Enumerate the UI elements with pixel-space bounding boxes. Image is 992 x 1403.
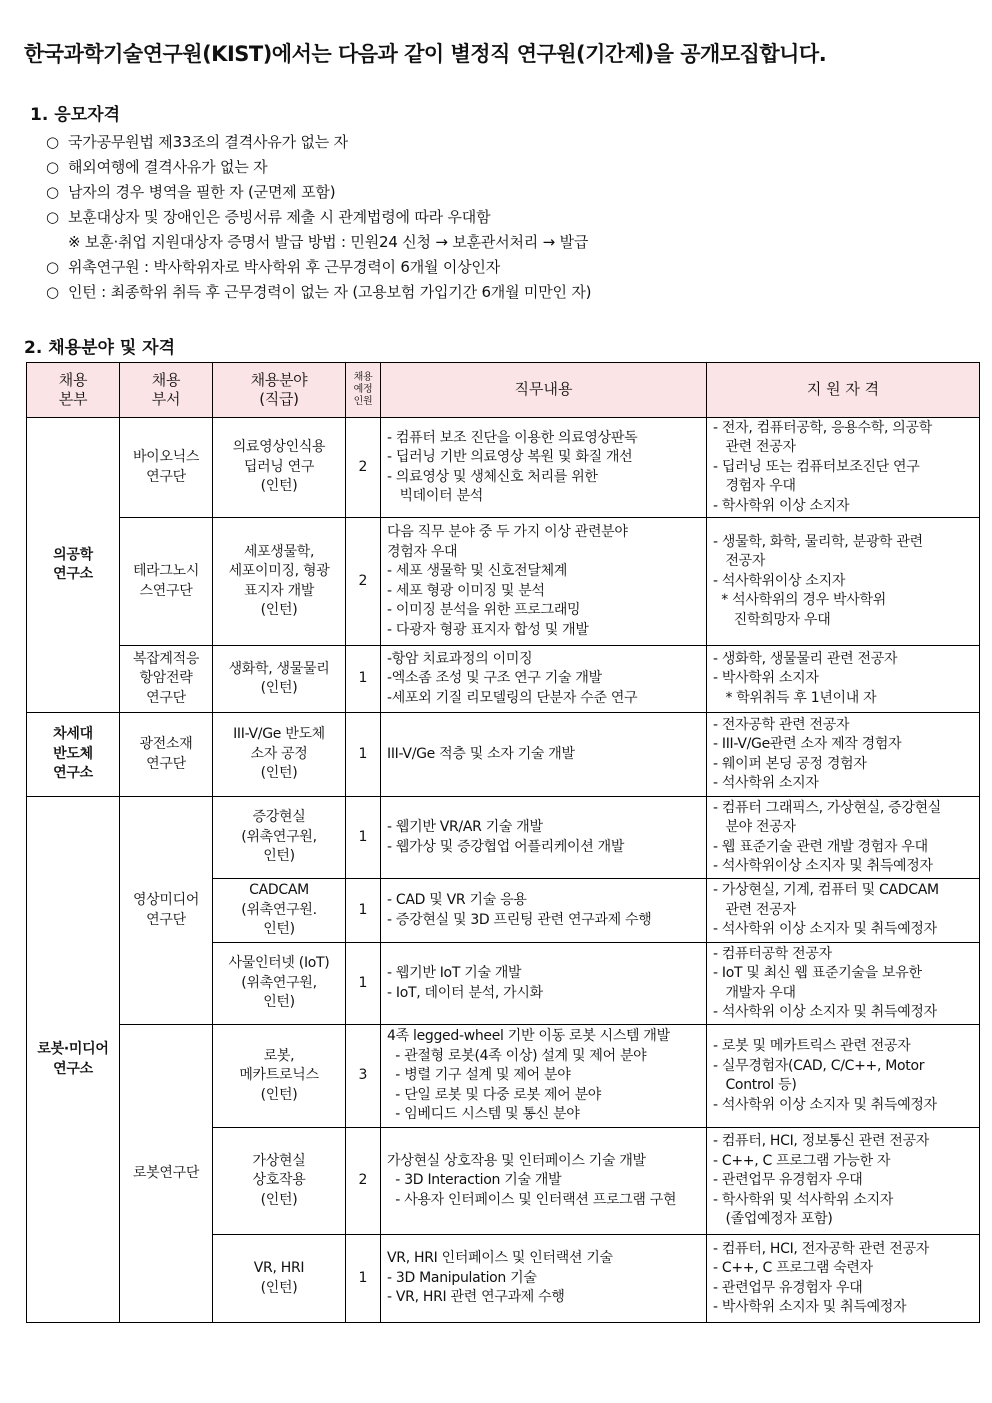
- section-number: 2.: [24, 338, 43, 358]
- cell-line: 진학희망자 우대: [713, 611, 831, 628]
- cell-line: - 웹가상 및 증강협업 어플리케이션 개발: [387, 838, 625, 855]
- dept-cell: [120, 713, 213, 797]
- cell-line: (위촉연구원.: [241, 901, 317, 918]
- quals-cell: [707, 1235, 980, 1323]
- cell-line: - 컴퓨터 보조 진단을 이용한 의료영상판독: [387, 429, 638, 446]
- cell-line: - IoT 및 최신 웹 표준기술을 보유한: [713, 965, 922, 981]
- header-line: 인원: [353, 396, 373, 407]
- bullet: ○: [46, 258, 59, 276]
- item-text: 인턴 : 최종학위 취득 후 근무경력이 없는 자 (고용보험 가입기간 6개월 미만인 자): [68, 283, 592, 301]
- table-row: [27, 646, 980, 713]
- cell-line: 연구단: [146, 911, 186, 928]
- header-line: 예정: [353, 384, 373, 395]
- cell-line: 로봇,: [263, 1047, 295, 1064]
- duties-cell: [381, 646, 707, 713]
- cell-line: 사물인터넷 (IoT): [228, 955, 330, 972]
- section-number: 1.: [30, 105, 49, 125]
- cell-line: - 석사학위 이상 소지자 및 취득예정자: [713, 1096, 937, 1113]
- list-item: [46, 155, 946, 180]
- cell-line: 인턴): [263, 994, 295, 1011]
- cell-line: 로봇연구단: [132, 1164, 200, 1181]
- cell-line: 인턴): [263, 848, 295, 865]
- cell-line: - 전자공학 관련 전공자: [713, 716, 850, 733]
- cell-line: - 석사학위이상 소지자 및 취득예정자: [713, 858, 933, 874]
- cell-line: 상호작용: [252, 1172, 306, 1189]
- hq-cell: [27, 713, 120, 797]
- cell-line: - 컴퓨터공학 전공자: [713, 945, 832, 962]
- quals-cell: [707, 1128, 980, 1235]
- bullet: ○: [46, 158, 59, 176]
- cell-line: - 임베디드 시스템 및 통신 분야: [387, 1106, 580, 1123]
- cell-line: 증강현실: [252, 809, 306, 826]
- hq-line: 연구소: [53, 1060, 93, 1077]
- hq-line: 연구소: [53, 566, 93, 582]
- cell-line: 전공자: [713, 553, 766, 570]
- dept-cell: [120, 646, 213, 713]
- field-cell: [213, 418, 346, 518]
- cell-line: - 박사학위 소지자: [713, 670, 819, 687]
- recruitment-table: [26, 362, 980, 1323]
- cell-line: -항암 치료과정의 이미징: [387, 650, 533, 667]
- cell-line: 항암전략: [139, 670, 193, 687]
- item-text: 국가공무원법 제33조의 결격사유가 없는 자: [68, 133, 348, 151]
- quals-cell: [707, 879, 980, 943]
- cell-line: - 컴퓨터, HCI, 전자공학 관련 전공자: [713, 1240, 930, 1257]
- header-line: (직급): [259, 390, 299, 408]
- cell-line: - 웨이퍼 본딩 공정 경험자: [713, 755, 867, 772]
- cell-line: 딥러닝 연구: [243, 458, 315, 475]
- cell-line: VR, HRI 인터페이스 및 인터랙션 기술: [387, 1250, 613, 1267]
- dept-cell: [120, 1025, 213, 1323]
- dept-cell: [120, 418, 213, 518]
- cell-line: - 가상현실, 기계, 컴퓨터 및 CADCAM: [713, 882, 939, 899]
- cell-line: - 관련업무 유경험자 우대: [713, 1172, 863, 1189]
- count-cell: 2: [346, 518, 381, 646]
- cell-line: CADCAM: [249, 882, 309, 899]
- table-row: [27, 518, 980, 646]
- table-row: [27, 797, 980, 879]
- cell-line: - 전자, 컴퓨터공학, 응용수학, 의공학: [713, 419, 932, 436]
- header-duties: 직무내용: [381, 363, 707, 418]
- cell-line: - 관련업무 유경험자 우대: [713, 1279, 863, 1296]
- cell-line: - 웹기반 IoT 기술 개발: [387, 965, 522, 981]
- list-item: [46, 180, 946, 205]
- quals-cell: [707, 1025, 980, 1128]
- cell-line: 생화학, 생물물리: [228, 660, 330, 677]
- cell-line: - 딥러닝 또는 컴퓨터보조진단 연구: [713, 458, 920, 475]
- item-text: 위촉연구원 : 박사학위자로 박사학위 후 근무경력이 6개월 이상인자: [68, 258, 501, 276]
- header-quals: 지 원 자 격: [707, 363, 980, 418]
- cell-line: Control 등): [713, 1077, 797, 1093]
- header-count: [346, 363, 381, 418]
- cell-line: - 이미징 분석을 위한 프로그래밍: [387, 602, 581, 618]
- cell-line: 분야 전공자: [713, 819, 796, 835]
- cell-line: (인턴): [260, 478, 298, 495]
- cell-line: 세포이미징, 형광: [228, 563, 330, 579]
- cell-line: - 생물학, 화학, 물리학, 분광학 관련: [713, 533, 923, 550]
- page-title: 한국과학기술연구원(KIST)에서는 다음과 같이 별정직 연구원(기간제)을 공개모집합니다.: [24, 42, 827, 66]
- cell-line: -엑소좀 조성 및 구조 연구 기술 개발: [387, 670, 602, 687]
- count-cell: 1: [346, 1235, 381, 1323]
- cell-line: (인턴): [260, 1279, 298, 1296]
- count-cell: 2: [346, 1128, 381, 1235]
- header-hq: [27, 363, 120, 418]
- cell-line: III-V/Ge 반도체: [233, 726, 325, 743]
- cell-line: - 학사학위 이상 소지자: [713, 497, 850, 514]
- header-line: 채용분야: [250, 370, 308, 389]
- cell-line: - 3D Manipulation 기술: [387, 1269, 537, 1286]
- field-cell: [213, 646, 346, 713]
- hq-line: 연구소: [53, 765, 93, 782]
- cell-line: - 생화학, 생물물리 관련 전공자: [713, 650, 898, 667]
- hq-line: 로봇·미디어: [37, 1041, 109, 1057]
- duties-cell: [381, 713, 707, 797]
- item-text: 해외여행에 결격사유가 없는 자: [68, 158, 268, 176]
- table-row: [27, 418, 980, 518]
- cell-line: - VR, HRI 관련 연구과제 수행: [387, 1289, 565, 1306]
- header-line: 채용: [151, 370, 181, 389]
- cell-line: - 관절형 로봇(4족 이상) 설계 및 제어 분야: [387, 1047, 647, 1064]
- cell-line: - 박사학위 소지자 및 취득예정자: [713, 1299, 907, 1315]
- hq-line: 반도체: [53, 745, 93, 762]
- count-cell: 1: [346, 646, 381, 713]
- section-title: 채용분야 및 자격: [48, 338, 176, 358]
- cell-line: 경험자 우대: [713, 478, 796, 495]
- cell-line: 관련 전공자: [713, 439, 796, 456]
- cell-line: 관련 전공자: [713, 901, 796, 918]
- cell-line: 연구단: [146, 755, 186, 772]
- field-cell: [213, 713, 346, 797]
- cell-line: - 증강현실 및 3D 프린팅 관련 연구과제 수행: [387, 911, 652, 928]
- duties-cell: [381, 943, 707, 1025]
- cell-line: - CAD 및 VR 기술 응용: [387, 892, 527, 908]
- cell-line: - 컴퓨터 그래픽스, 가상현실, 증강현실: [713, 799, 942, 816]
- cell-line: - 3D Interaction 기술 개발: [387, 1172, 562, 1189]
- cell-line: - 세포 생물학 및 신호전달체계: [387, 563, 568, 579]
- header-line: 부서: [151, 390, 181, 408]
- cell-line: * 석사학위의 경우 박사학위: [713, 592, 886, 609]
- header-field: [213, 363, 346, 418]
- cell-line: - 석사학위이상 소지자: [713, 572, 846, 589]
- cell-line: 복잡계적응: [132, 650, 200, 667]
- duties-cell: [381, 1025, 707, 1128]
- cell-line: - 딥러닝 기반 의료영상 복원 및 화질 개선: [387, 449, 633, 465]
- count-cell: 1: [346, 713, 381, 797]
- field-cell: [213, 943, 346, 1025]
- cell-line: - 실무경험자(CAD, C/C++, Motor: [713, 1057, 925, 1074]
- cell-line: - IoT, 데이터 분석, 가시화: [387, 984, 543, 1001]
- cell-line: III-V/Ge 적층 및 소자 기술 개발: [387, 745, 575, 762]
- cell-line: 광전소재: [139, 736, 193, 752]
- cell-line: 테라그노시: [132, 563, 200, 579]
- field-cell: [213, 879, 346, 943]
- duties-cell: [381, 879, 707, 943]
- section-title: 응모자격: [54, 105, 120, 125]
- cell-line: (인턴): [260, 765, 298, 782]
- header-line: 채용: [353, 372, 373, 383]
- cell-line: - 석사학위 이상 소지자 및 취득예정자: [713, 1004, 937, 1020]
- count-cell: 1: [346, 879, 381, 943]
- count-cell: 1: [346, 943, 381, 1025]
- cell-line: 영상미디어: [132, 892, 200, 908]
- quals-cell: [707, 418, 980, 518]
- cell-line: - 석사학위 이상 소지자 및 취득예정자: [713, 921, 937, 938]
- cell-line: 스연구단: [139, 582, 193, 599]
- cell-line: 표지자 개발: [243, 582, 315, 599]
- cell-line: - 웹 표준기술 관련 개발 경험자 우대: [713, 838, 928, 855]
- list-item: [46, 205, 946, 230]
- cell-line: (졸업예정자 포함): [713, 1211, 833, 1228]
- cell-line: - 컴퓨터, HCI, 정보통신 관련 전공자: [713, 1133, 930, 1150]
- table-row: [27, 1025, 980, 1128]
- cell-line: 4족 legged-wheel 기반 이동 로봇 시스템 개발: [387, 1028, 670, 1045]
- note-text: ※ 보훈·취업 지원대상자 증명서 발급 방법 : 민원24 신청 → 보훈관서처리 → 발급: [68, 233, 589, 251]
- item-text: 남자의 경우 병역을 필한 자 (군면제 포함): [68, 183, 336, 201]
- quals-cell: [707, 943, 980, 1025]
- cell-line: - 웹기반 VR/AR 기술 개발: [387, 819, 543, 835]
- cell-line: (위촉연구원,: [241, 974, 317, 991]
- cell-line: - 석사학위 소지자: [713, 775, 819, 791]
- hq-cell: [27, 797, 120, 1323]
- cell-line: - C++, C 프로그램 가능한 자: [713, 1152, 891, 1169]
- field-cell: [213, 797, 346, 879]
- cell-line: 개발자 우대: [713, 984, 796, 1001]
- bullet: ○: [46, 133, 59, 151]
- cell-line: (인턴): [260, 680, 298, 696]
- bullet: ○: [46, 183, 59, 201]
- cell-line: (인턴): [260, 602, 298, 618]
- cell-line: - C++, C 프로그램 숙련자: [713, 1260, 873, 1276]
- bullet: ○: [46, 208, 59, 226]
- cell-line: - 사용자 인터페이스 및 인터랙션 프로그램 구현: [387, 1191, 677, 1208]
- bullet: ○: [46, 283, 59, 301]
- list-item: [46, 130, 946, 155]
- cell-line: - 병렬 기구 설계 및 제어 분야: [387, 1067, 571, 1084]
- duties-cell: [381, 518, 707, 646]
- cell-line: 연구단: [146, 468, 186, 485]
- cell-line: -세포외 기질 리모델링의 단분자 수준 연구: [387, 689, 638, 706]
- table-row: [27, 713, 980, 797]
- cell-line: - 학사학위 및 석사학위 소지자: [713, 1191, 894, 1208]
- cell-line: (인턴): [260, 1086, 298, 1103]
- duties-cell: [381, 418, 707, 518]
- quals-cell: [707, 518, 980, 646]
- cell-line: - 다광자 형광 표지자 합성 및 개발: [387, 621, 589, 638]
- cell-line: 다음 직무 분야 중 두 가지 이상 관련분야: [387, 524, 628, 540]
- cell-line: (위촉연구원,: [241, 828, 317, 845]
- section-1-heading: [30, 100, 120, 125]
- cell-line: 바이오닉스: [132, 449, 200, 465]
- hq-line: 의공학: [53, 546, 93, 563]
- list-item: [46, 255, 946, 280]
- count-cell: 1: [346, 797, 381, 879]
- cell-line: 세포생물학,: [243, 543, 315, 560]
- cell-line: 빅데이터 분석: [387, 488, 483, 504]
- duties-cell: [381, 1128, 707, 1235]
- cell-line: 소자 공정: [250, 745, 308, 762]
- duties-cell: [381, 1235, 707, 1323]
- eligibility-list: [46, 130, 946, 305]
- count-cell: 2: [346, 418, 381, 518]
- header-line: 채용: [58, 370, 88, 389]
- quals-cell: [707, 646, 980, 713]
- cell-line: 의료영상인식용: [232, 439, 326, 456]
- item-text: 보훈대상자 및 장애인은 증빙서류 제출 시 관계법령에 따라 우대함: [68, 208, 491, 226]
- field-cell: [213, 1235, 346, 1323]
- cell-line: 인턴): [263, 921, 295, 938]
- hq-line: 차세대: [53, 726, 93, 743]
- header-dept: [120, 363, 213, 418]
- cell-line: (인턴): [260, 1191, 298, 1208]
- quals-cell: [707, 713, 980, 797]
- cell-line: 가상현실: [252, 1152, 306, 1169]
- list-item: [46, 280, 946, 305]
- header-line: 본부: [58, 390, 88, 408]
- cell-line: - 의료영상 및 생체신호 처리를 위한: [387, 468, 598, 485]
- count-cell: 3: [346, 1025, 381, 1128]
- cell-line: VR, HRI: [253, 1260, 305, 1276]
- cell-line: 경험자 우대: [387, 543, 458, 560]
- dept-cell: [120, 518, 213, 646]
- table-header-row: [27, 363, 980, 418]
- field-cell: [213, 518, 346, 646]
- cell-line: 가상현실 상호작용 및 인터페이스 기술 개발: [387, 1152, 646, 1169]
- hq-cell: [27, 418, 120, 713]
- cell-line: - III-V/Ge관련 소자 제작 경험자: [713, 736, 902, 752]
- field-cell: [213, 1128, 346, 1235]
- cell-line: - 로봇 및 메카트릭스 관련 전공자: [713, 1038, 911, 1054]
- cell-line: 연구단: [146, 689, 186, 706]
- field-cell: [213, 1025, 346, 1128]
- quals-cell: [707, 797, 980, 879]
- cell-line: 메카트로닉스: [239, 1067, 319, 1084]
- cell-line: - 단일 로봇 및 다중 로봇 제어 분야: [387, 1086, 602, 1103]
- duties-cell: [381, 797, 707, 879]
- cell-line: * 학위취득 후 1년이내 자: [713, 689, 877, 706]
- section-2-heading: [24, 333, 175, 358]
- dept-cell: [120, 797, 213, 1025]
- cell-line: - 세포 형광 이미징 및 분석: [387, 582, 545, 599]
